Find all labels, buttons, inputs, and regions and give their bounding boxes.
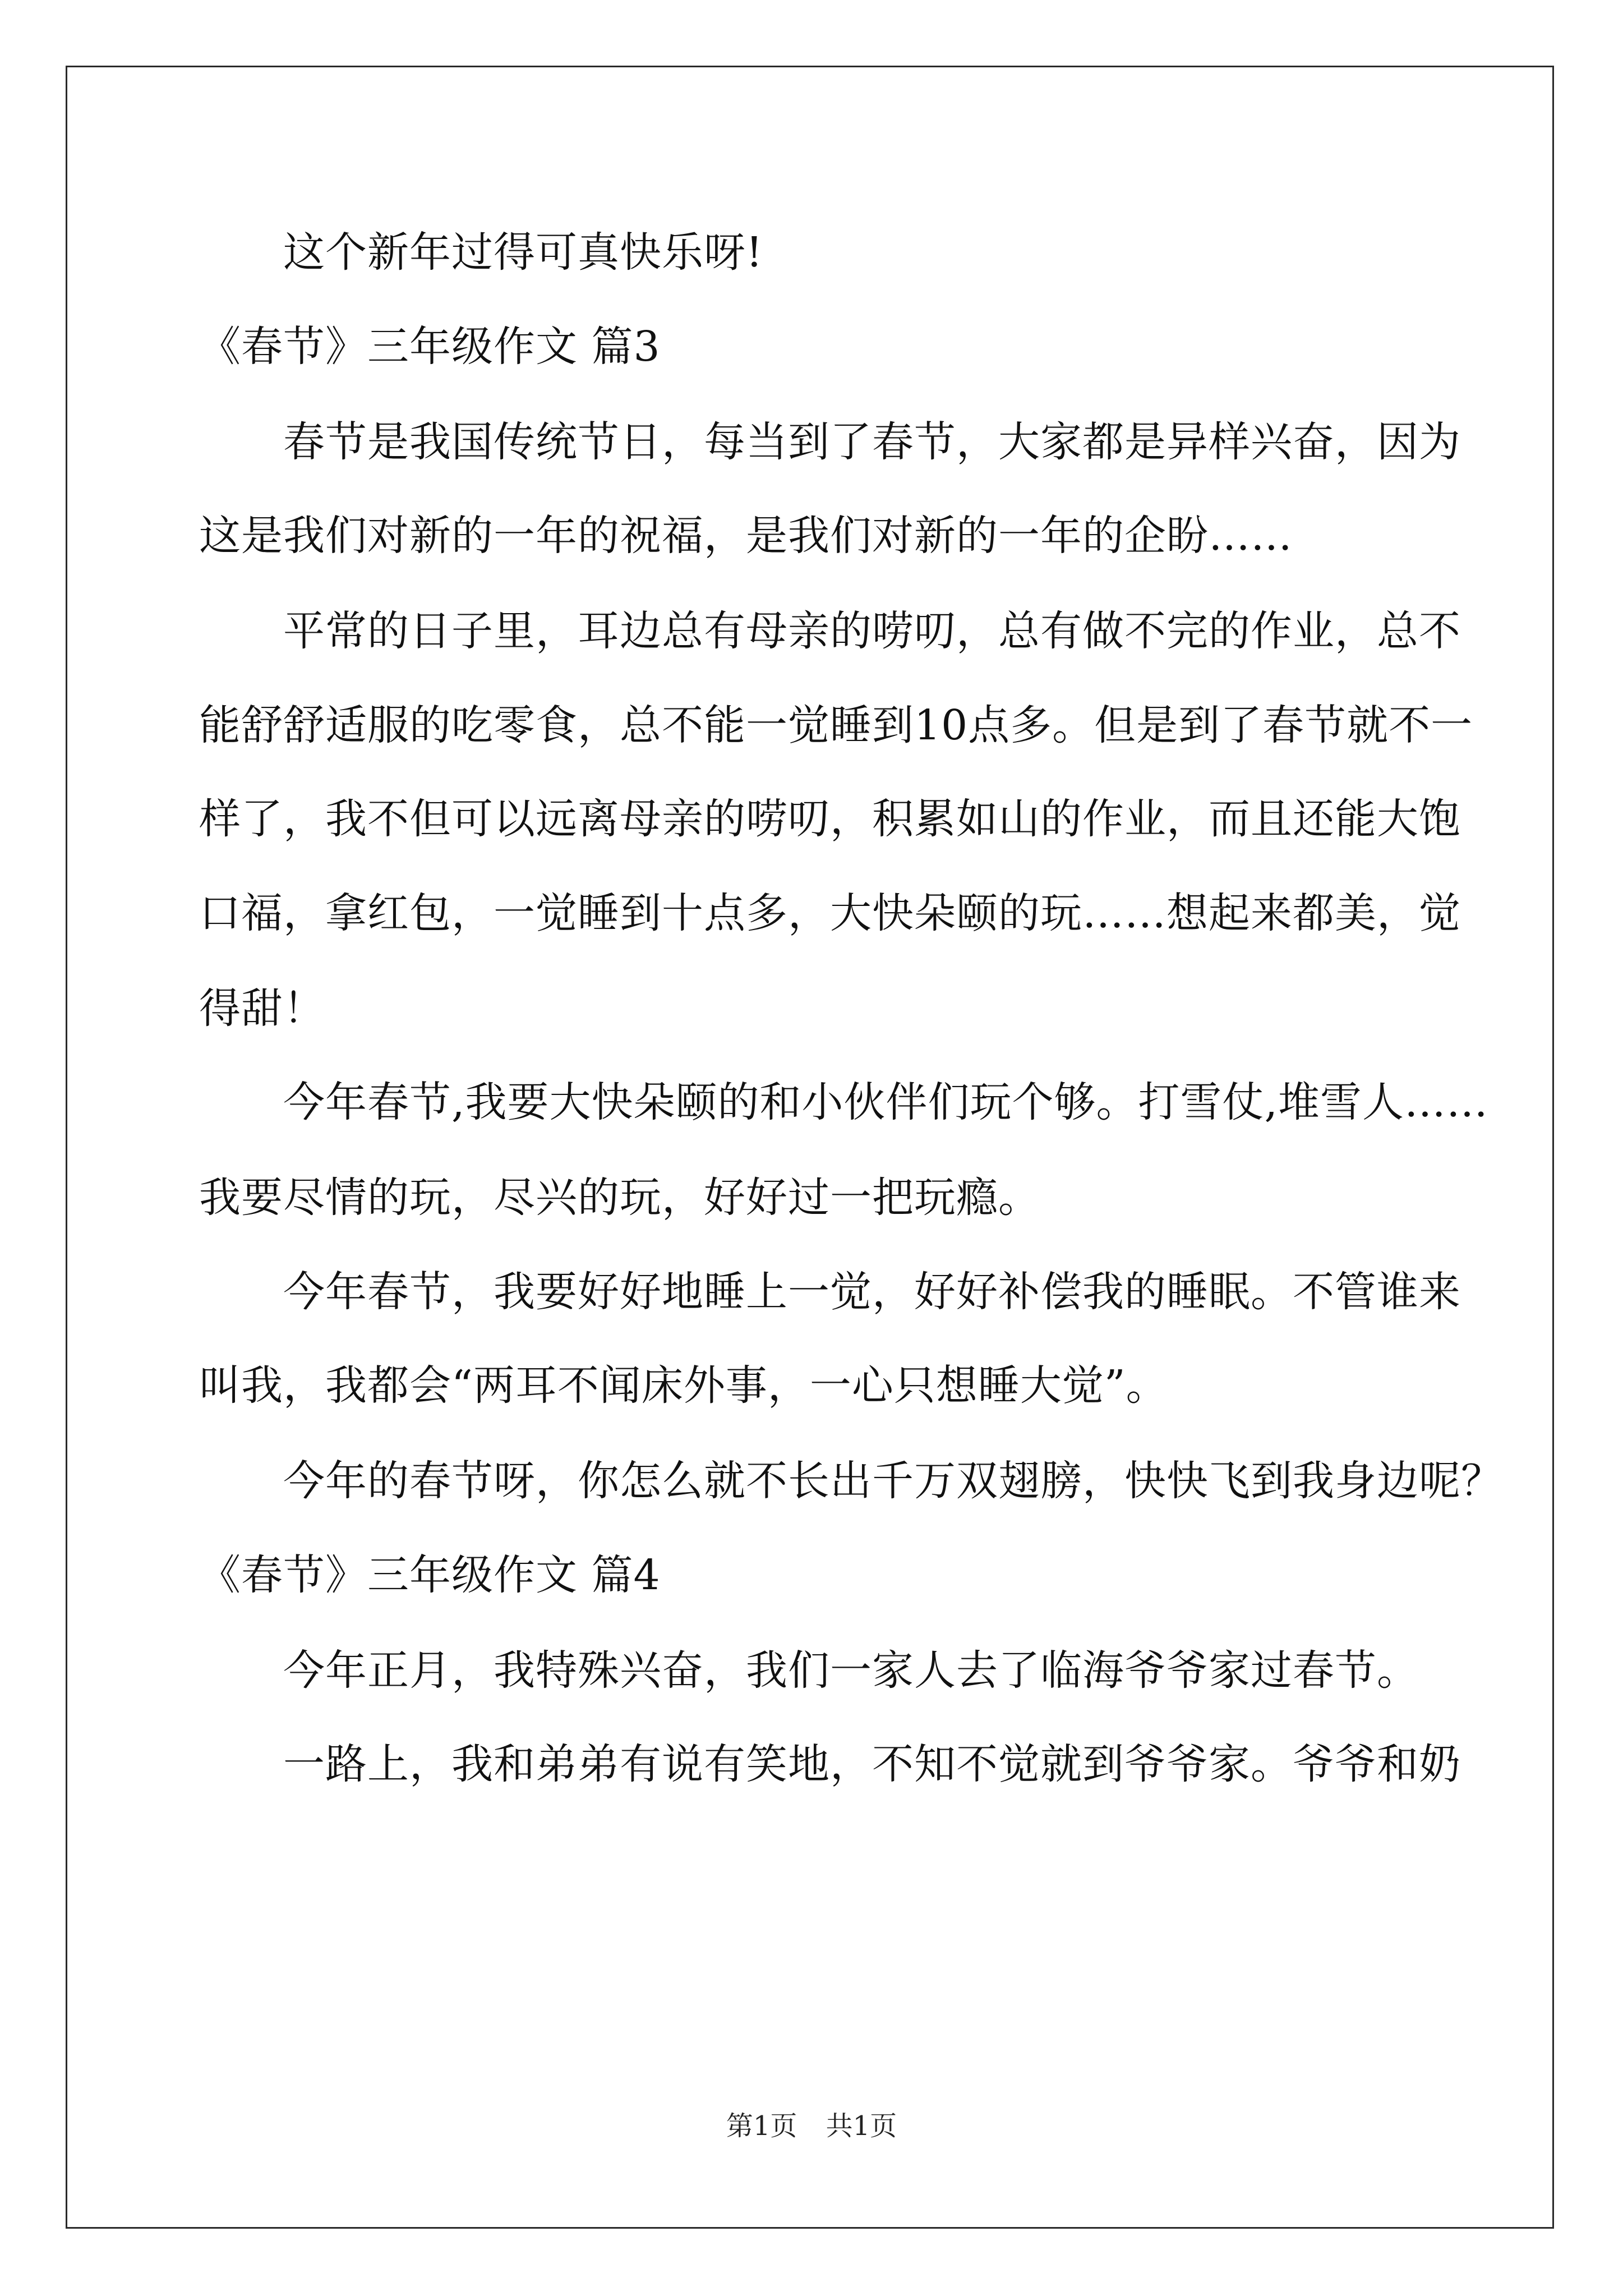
paragraph-line: 能舒舒适服的吃零食，总不能一觉睡到10点多。但是到了春节就不一: [199, 701, 1473, 749]
paragraph-line: 春节是我国传统节日，每当到了春节，大家都是异样兴奋，因为: [283, 418, 1461, 466]
page-footer: [0, 2109, 1623, 2143]
paragraph-line: 平常的日子里，耳边总有母亲的唠叨，总有做不完的作业，总不: [283, 607, 1461, 655]
page-number-total: 共1页: [826, 2110, 897, 2142]
paragraph-line: 口福，拿红包，一觉睡到十点多，大快朵颐的玩……想起来都美，觉: [199, 889, 1461, 937]
paragraph-line: 今年正月，我特殊兴奋，我们一家人去了临海爷爷家过春节。: [283, 1646, 1419, 1695]
section-heading: 《春节》三年级作文 篇4: [199, 1551, 661, 1599]
paragraph-line: 得甜！: [199, 984, 325, 1033]
paragraph-line: 我要尽情的玩，尽兴的玩，好好过一把玩瘾。: [199, 1174, 1040, 1222]
paragraph-line: 叫我，我都会“两耳不闻床外事，一心只想睡大觉”。: [199, 1361, 1168, 1410]
page-number-current: 第1页: [726, 2110, 797, 2142]
page-border: [66, 66, 1554, 2229]
paragraph-line: 样了，我不但可以远离母亲的唠叨，积累如山的作业，而且还能大饱: [199, 795, 1461, 843]
section-heading: 《春节》三年级作文 篇3: [199, 323, 661, 371]
paragraph-line: 这是我们对新的一年的祝福，是我们对新的一年的企盼……: [199, 512, 1293, 560]
paragraph-line: 这个新年过得可真快乐呀!: [283, 228, 763, 277]
paragraph-line: 今年春节，我要好好地睡上一觉，好好补偿我的睡眠。不管谁来: [283, 1268, 1461, 1316]
paragraph-line: 今年春节,我要大快朵颐的和小伙伴们玩个够。打雪仗,堆雪人……: [283, 1078, 1489, 1126]
paragraph-line: 一路上，我和弟弟有说有笑地，不知不觉就到爷爷家。爷爷和奶: [283, 1740, 1461, 1788]
paragraph-line: 今年的春节呀，你怎么就不长出千万双翅膀，快快飞到我身边呢？: [283, 1457, 1503, 1505]
